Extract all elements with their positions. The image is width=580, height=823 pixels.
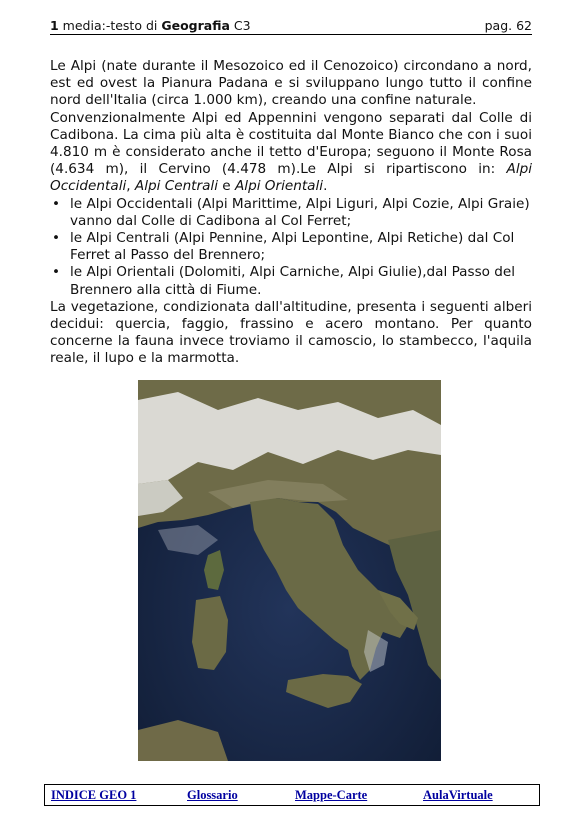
separator: e [217, 178, 235, 195]
period: . [323, 178, 328, 195]
term-alpi-occidentali: Alpi Occidentali [50, 161, 532, 195]
link-aula-virtuale[interactable]: AulaVirtuale [423, 788, 493, 802]
footer-nav [44, 784, 540, 806]
header-prefix: media:-testo di [58, 18, 162, 33]
link-indice-geo[interactable]: INDICE GEO 1 [51, 788, 137, 802]
term-alpi-centrali: Alpi Centrali [134, 178, 218, 195]
header-class-code: C3 [229, 18, 251, 33]
separator: , [126, 178, 135, 195]
list-item: • le Alpi Occidentali (Alpi Marittime, Alpi Liguri, Alpi Cozie, Alpi Graie) vanno dal Colle di Cadibona al Col Ferret; [50, 196, 532, 230]
page-header [50, 16, 532, 35]
header-title [50, 18, 251, 33]
header-subject: Geografia [161, 18, 230, 33]
link-glossario[interactable]: Glossario [187, 788, 238, 802]
list-item: • le Alpi Orientali (Dolomiti, Alpi Carniche, Alpi Giulie),dal Passo del Brennero alla città di Fiume. [50, 264, 532, 298]
paragraph-2 [50, 110, 532, 196]
text-body [50, 58, 532, 368]
paragraph-3: La vegetazione, condizionata dall'altitudine, presenta i seguenti alberi decidui: quercia, faggio, frassino e acero montano. Per quanto concerne la fauna invece troviamo il camoscio, lo stambecco, l'aquila reale, il lupo e la marmotta. [50, 298, 532, 367]
alps-division-list [50, 196, 532, 299]
link-mappe-carte[interactable]: Mappe-Carte [295, 788, 368, 802]
satellite-image-drawing [138, 380, 441, 761]
satellite-image-italy [138, 380, 441, 761]
paragraph-1: Le Alpi (nate durante il Mesozoico ed il Cenozoico) circondano a nord, est ed ovest la Pianura Padana e si sviluppano lungo tutto il confine nord dell'Italia (circa 1.000 km), creando una confine naturale. [50, 58, 532, 109]
page-number: pag. 62 [484, 18, 532, 33]
list-item: • le Alpi Centrali (Alpi Pennine, Alpi Lepontine, Alpi Retiche) dal Col Ferret al Passo del Brennero; [50, 230, 532, 264]
header-grade: 1 [50, 18, 59, 33]
term-alpi-orientali: Alpi Orientali [235, 178, 324, 195]
paragraph-2-text: Convenzionalmente Alpi ed Appennini vengono separati dal Colle di Cadibona. La cima più alta è costituita dal Monte Bianco che con i suoi 4.810 m è considerato anche il tetto d'Europa; seguono il Monte Rosa (4.634 m), il Cervino (4.478 m).Le Alpi si ripartiscono in: [50, 109, 532, 178]
